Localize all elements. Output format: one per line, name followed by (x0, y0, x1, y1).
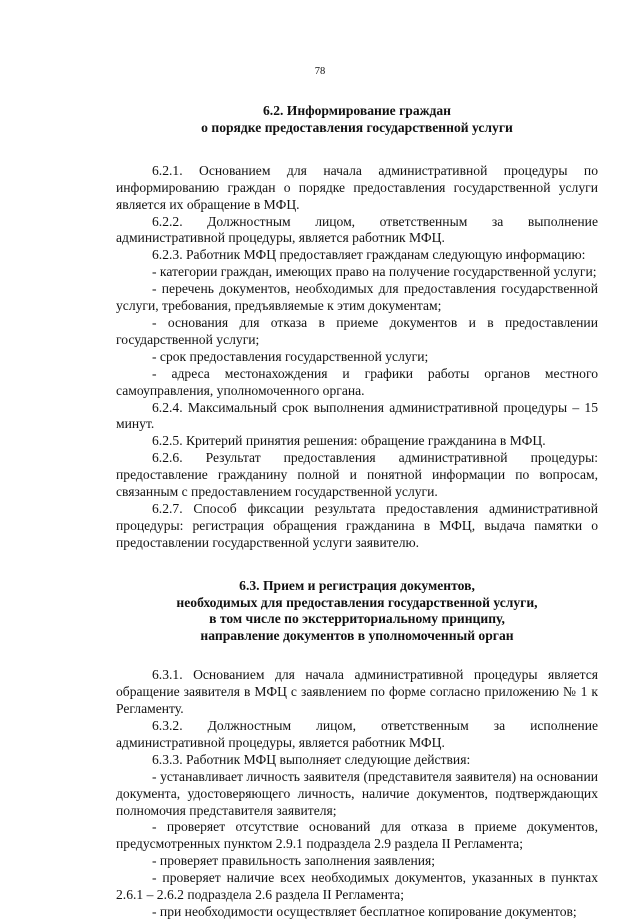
list-item: - проверяет отсутствие оснований для отказа в приеме документов, предусмотренных пунктом 2.9.1 подраздела 2.9 раздела II Регламента; (116, 819, 598, 852)
paragraph-6-2-3: 6.2.3. Работник МФЦ предоставляет гражданам следующую информацию: (152, 247, 586, 263)
page-number: 78 (314, 66, 326, 77)
list-item: - срок предоставления государственной услуги; (152, 348, 429, 364)
list-item: - проверяет правильность заполнения заявления; (152, 853, 436, 869)
paragraph-6-2-5: 6.2.5. Критерий принятия решения: обращение гражданина в МФЦ. (152, 433, 546, 449)
paragraph-6-2-6: 6.2.6. Результат предоставления административной процедуры: предоставление гражданину полной и понятной информации по вопросам, связанным с предоставлением государственной услуги. (116, 450, 598, 500)
paragraph-6-3-2: 6.3.2. Должностным лицом, ответственным за исполнение административной процедуры, является работник МФЦ. (116, 718, 598, 750)
heading-line: в том числе по экстерриториальному принципу, (209, 611, 505, 627)
paragraph-6-3-1: 6.3.1. Основанием для начала административной процедуры является обращение заявителя в МФЦ с заявлением по форме согласно приложению № 1 к Регламенту. (116, 667, 598, 717)
paragraph-6-2-4: 6.2.4. Максимальный срок выполнения административной процедуры – 15 минут. (116, 399, 598, 432)
list-item: - при необходимости осуществляет бесплатное копирование документов; (152, 903, 577, 919)
list-item: - адреса местонахождения и графики работы органов местного самоуправления, уполномоченного органа. (116, 365, 598, 398)
heading-line: 6.2. Информирование граждан (263, 103, 451, 118)
paragraph-6-2-1: 6.2.1. Основанием для начала административной процедуры по информированию граждан о порядке предоставления государственной услуги является их обращение в МФЦ. (116, 162, 598, 212)
section-heading-6-3 (116, 578, 598, 646)
paragraph-6-2-7: 6.2.7. Способ фиксации результата предоставления административной процедуры: регистрация обращения гражданина в МФЦ, выдача памятки о предоставлении государственной услуги заявителю. (116, 500, 598, 550)
paragraph-6-3-3: 6.3.3. Работник МФЦ выполняет следующие действия: (152, 751, 471, 767)
heading-line: необходимых для предоставления государственной услуги, (176, 594, 538, 610)
document-body (116, 103, 598, 921)
section-heading-6-2 (116, 103, 598, 137)
heading-line: направление документов в уполномоченный орган (200, 628, 514, 644)
list-item: - категории граждан, имеющих право на получение государственной услуги; (152, 264, 597, 280)
paragraph-6-2-2: 6.2.2. Должностным лицом, ответственным за выполнение административной процедуры, является работник МФЦ. (116, 213, 598, 246)
list-item: - проверяет наличие всех необходимых документов, указанных в пунктах 2.6.1 – 2.6.2 подраздела 2.6 раздела II Регламента; (116, 870, 598, 903)
heading-line: о порядке предоставления государственной услуги (201, 119, 513, 135)
list-item: - перечень документов, необходимых для предоставления государственной услуги, требования, предъявляемые к этим документам; (116, 281, 598, 314)
heading-line: 6.3. Прием и регистрация документов, (239, 577, 475, 593)
list-item: - основания для отказа в приеме документов и в предоставлении государственной услуги; (116, 314, 598, 347)
list-item: - устанавливает личность заявителя (представителя заявителя) на основании документа, удостоверяющего личность, наличие документов, подтверждающих полномочия представителя заявителя; (116, 768, 598, 818)
